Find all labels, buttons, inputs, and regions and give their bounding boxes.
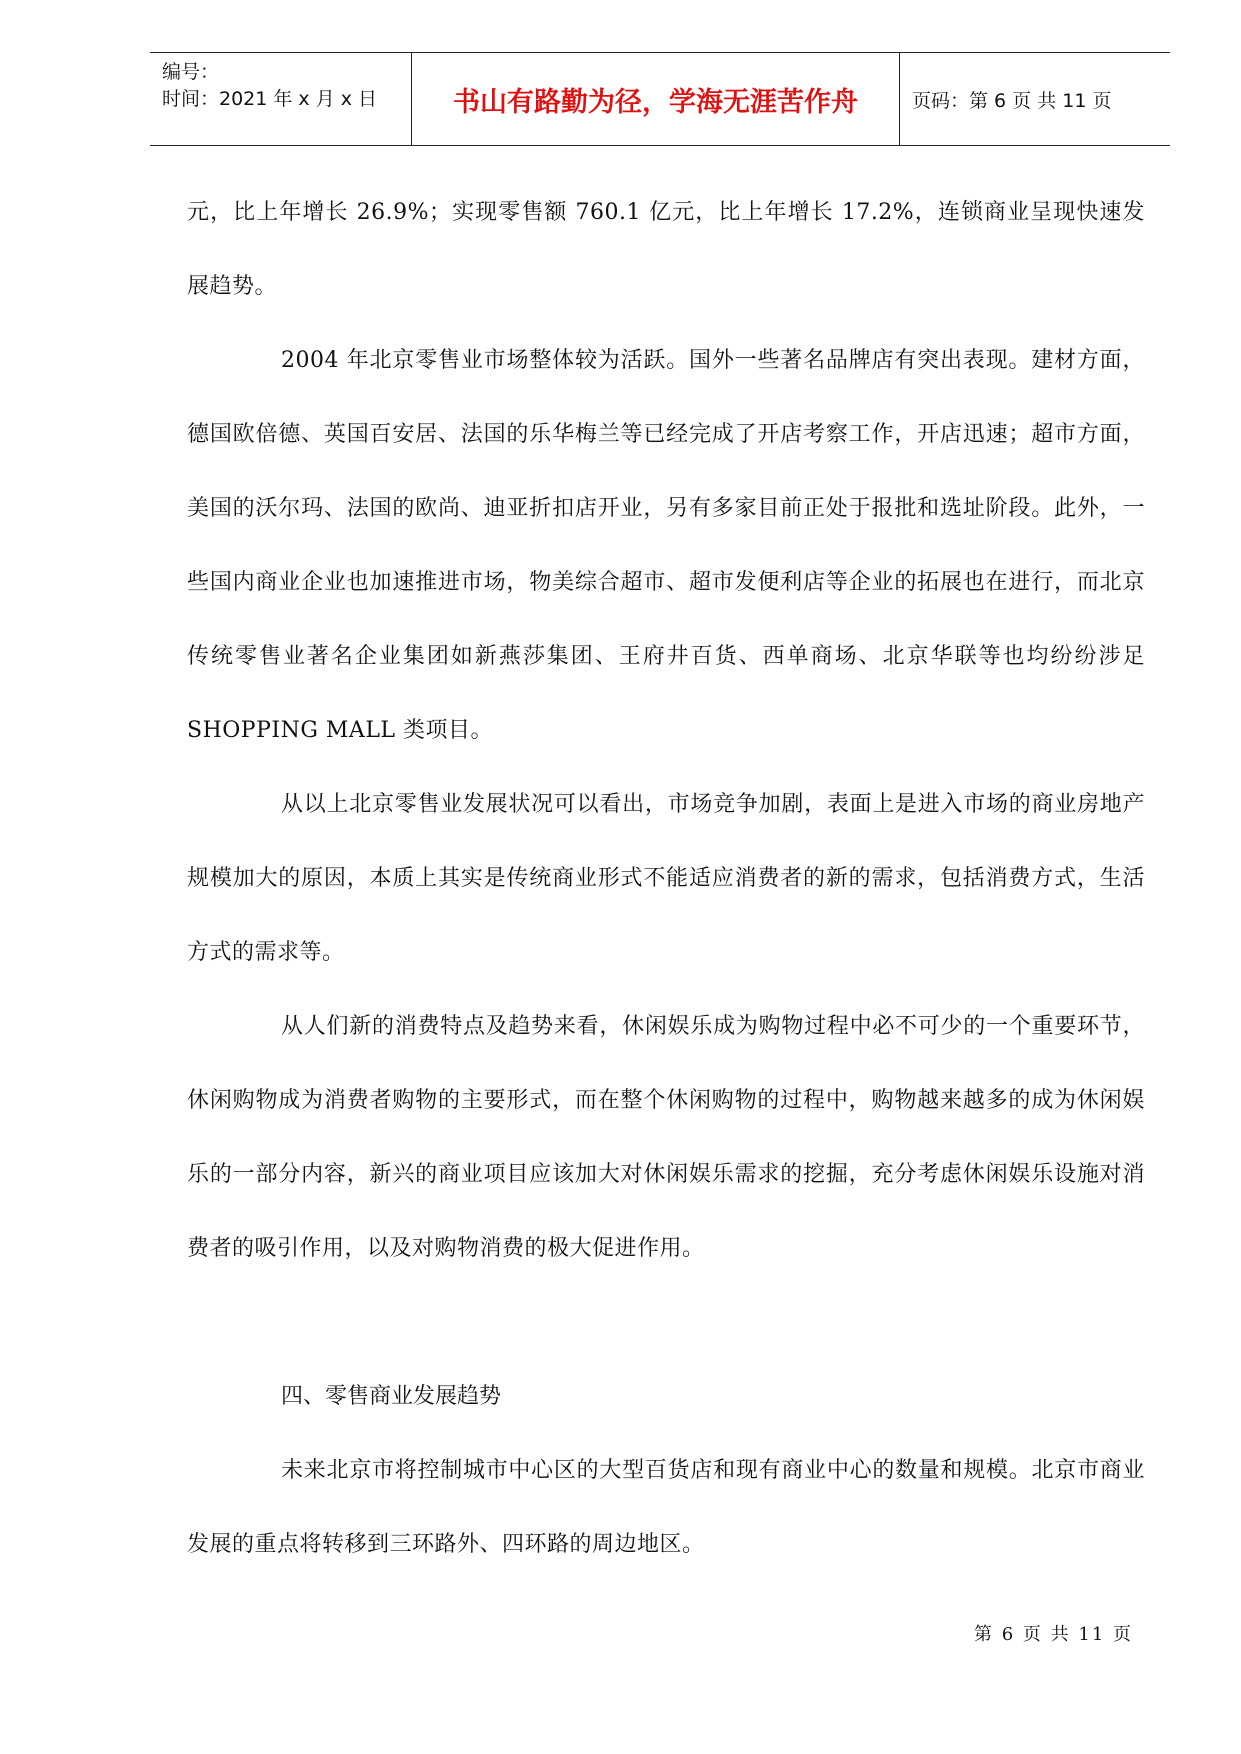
section-heading: 四、零售商业发展趋势 [281,1384,502,1409]
document-number-label: 编号： [162,61,220,83]
document-body [187,176,1145,1582]
paragraph-1: 元，比上年增长 26.9%；实现零售额 760.1 亿元，比上年增长 17.2%，连锁商业呈现快速发展趋势。 [187,200,1145,299]
header-page-code: 页码：第 6 页 共 11 页 [912,89,1112,112]
page-footer: 第 6 页 共 11 页 [974,1624,1133,1645]
header-meta [150,53,412,145]
header-motto: 书山有路勤为径，学海无涯苦作舟 [412,53,900,145]
paragraph-5: 未来北京市将控制城市中心区的大型百货店和现有商业中心的数量和规模。北京市商业发展的重点将转移到三环路外、四环路的周边地区。 [187,1458,1145,1557]
page-header [150,52,1170,146]
paragraph-4: 从人们新的消费特点及趋势来看，休闲娱乐成为购物过程中必不可少的一个重要环节，休闲购物成为消费者购物的主要形式，而在整个休闲购物的过程中，购物越来越多的成为休闲娱乐的一部分内容，新兴的商业项目应该加大对休闲娱乐需求的挖掘，充分考虑休闲娱乐设施对消费者的吸引作用，以及对购物消费的极大促进作用。 [187,1014,1145,1261]
document-time-label: 时间：2021 年 x 月 x 日 [162,88,378,110]
paragraph-2: 2004 年北京零售业市场整体较为活跃。国外一些著名品牌店有突出表现。建材方面，德国欧倍德、英国百安居、法国的乐华梅兰等已经完成了开店考察工作，开店迅速；超市方面，美国的沃尔玛、法国的欧尚、迪亚折扣店开业，另有多家目前正处于报批和选址阶段。此外，一些国内商业企业也加速推进市场，物美综合超市、超市发便利店等企业的拓展也在进行，而北京传统零售业著名企业集团如新燕莎集团、王府井百货、西单商场、北京华联等也均纷纷涉足 SHOPPING MALL 类项目。 [187,348,1145,743]
paragraph-3: 从以上北京零售业发展状况可以看出，市场竞争加剧，表面上是进入市场的商业房地产规模加大的原因，本质上其实是传统商业形式不能适应消费者的新的需求，包括消费方式，生活方式的需求等。 [187,792,1145,965]
